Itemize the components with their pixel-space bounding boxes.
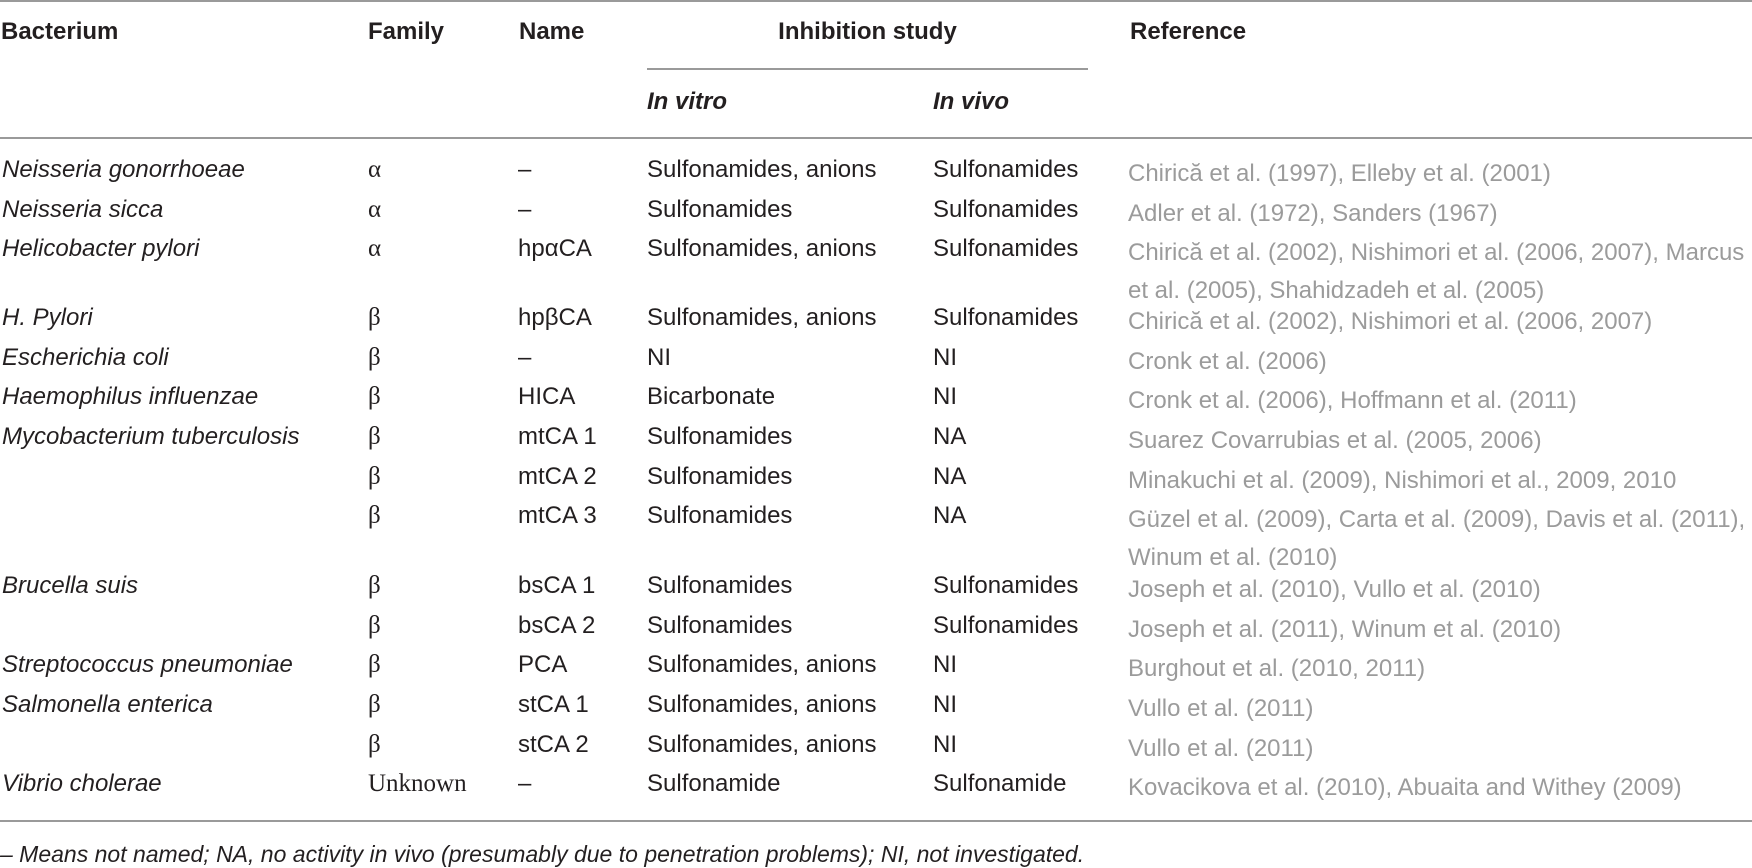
reference-cell — [1128, 730, 1752, 768]
table-row-vibrio-cholerae — [0, 769, 1752, 809]
reference-link[interactable]: Nishimori et al. (2006, 2007) — [1350, 308, 1653, 335]
header-bacterium: Bacterium — [1, 18, 119, 45]
in-vivo-cell: Sulfonamides — [933, 196, 1079, 223]
in-vivo-cell: Sulfonamides — [933, 304, 1079, 331]
reference-link[interactable]: Winum et al. (2010) — [1351, 616, 1562, 643]
enzyme-name-cell: HICA — [518, 383, 576, 410]
reference-link[interactable]: Sanders (1967) — [1332, 200, 1498, 227]
bacterium-cell: H. Pylori — [2, 304, 93, 331]
in-vivo-cell: Sulfonamides — [933, 235, 1079, 262]
reference-link[interactable]: Hoffmann et al. (2011) — [1340, 387, 1577, 414]
header-in-vitro: In vitro — [647, 88, 728, 115]
in-vivo-cell: NA — [933, 502, 967, 529]
in-vitro-cell: Bicarbonate — [647, 383, 776, 410]
reference-link[interactable]: Joseph et al. (2011) — [1128, 616, 1339, 643]
reference-link[interactable]: Marcus et al. (2005) — [1128, 239, 1745, 304]
family-cell: β — [368, 423, 381, 450]
enzyme-name-cell: bsCA 2 — [518, 612, 596, 639]
in-vitro-cell: Sulfonamides, anions — [647, 731, 877, 758]
family-cell: Unknown — [368, 770, 467, 797]
reference-link[interactable]: Suarez Covarrubias et al. (2005, 2006) — [1128, 427, 1542, 454]
reference-link[interactable]: Chirică et al. (2002) — [1128, 308, 1338, 335]
reference-link[interactable]: Winum et al. (2010) — [1128, 544, 1338, 571]
reference-cell: Minakuchi et al. (2009), Nishimori et al., 2009, 2010 — [1128, 467, 1677, 494]
in-vivo-cell: NI — [933, 651, 957, 678]
reference-link[interactable]: Vullo et al. (2010) — [1353, 576, 1541, 603]
header-reference: Reference — [1130, 18, 1247, 45]
bacterium-cell: Neisseria sicca — [2, 196, 164, 223]
table-bottom-rule — [0, 820, 1752, 822]
enzyme-name-cell: PCA — [518, 651, 568, 678]
in-vivo-cell: NI — [933, 344, 957, 371]
table-footnote: – Means not named; NA, no activity in vivo (presumably due to penetration problems); NI, not investigated. — [0, 841, 1085, 867]
enzyme-name-cell: stCA 1 — [518, 691, 589, 718]
reference-link[interactable]: Chirică et al. (2002) — [1128, 239, 1338, 266]
reference-link[interactable]: Joseph et al. (2010) — [1128, 576, 1341, 603]
header-family: Family — [368, 18, 445, 45]
family-cell: β — [368, 572, 381, 599]
reference-cell: Chirică et al. (1997), Elleby et al. (2001) — [1128, 160, 1551, 187]
reference-cell: Joseph et al. (2011), Winum et al. (2010) — [1128, 616, 1562, 643]
in-vivo-cell: NA — [933, 423, 967, 450]
reference-cell — [1128, 650, 1752, 688]
bacterium-cell: Vibrio cholerae — [2, 770, 162, 797]
reference-link[interactable]: Burghout et al. (2010, 2011) — [1128, 655, 1426, 682]
header-name: Name — [519, 18, 585, 45]
reference-link[interactable]: Davis et al. (2011) — [1545, 506, 1739, 533]
enzyme-name-cell: stCA 2 — [518, 731, 589, 758]
reference-cell: Chirică et al. (2002), Nishimori et al. (2006, 2007) — [1128, 308, 1653, 335]
table-row-haemophilus-influenzae — [0, 382, 1752, 422]
reference-cell — [1128, 343, 1752, 381]
family-cell: β — [368, 502, 381, 529]
reference-link[interactable]: Kovacikova et al. (2010) — [1128, 774, 1386, 801]
in-vitro-cell: NI — [647, 344, 671, 371]
reference-link[interactable]: Elleby et al. (2001) — [1350, 160, 1551, 187]
reference-cell: Kovacikova et al. (2010), Abuaita and Withey (2009) — [1128, 774, 1682, 801]
bacterium-cell: Brucella suis — [2, 572, 139, 599]
enzyme-name-cell: – — [518, 344, 532, 371]
bacterium-cell: Mycobacterium tuberculosis — [2, 423, 300, 450]
reference-link[interactable]: Vullo et al. (2011) — [1128, 735, 1314, 762]
family-cell: α — [368, 235, 382, 262]
reference-link[interactable]: Minakuchi et al. (2009) — [1128, 467, 1371, 494]
header-in-vivo: In vivo — [933, 88, 1010, 115]
reference-cell: Chirică et al. (2002), Nishimori et al. (2006, 2007), Marcus et al. (2005), Shahidzadeh et al. (2005) — [1128, 239, 1745, 304]
in-vitro-cell: Sulfonamides — [647, 196, 793, 223]
reference-link[interactable]: Shahidzadeh et al. (2005) — [1269, 277, 1545, 304]
header-inhibition-study: Inhibition study — [778, 18, 957, 45]
in-vitro-cell: Sulfonamides — [647, 612, 793, 639]
table-row-salmonella-enterica — [0, 690, 1752, 730]
family-cell: β — [368, 731, 381, 758]
reference-link[interactable]: Carta et al. (2009) — [1338, 506, 1533, 533]
enzyme-name-cell: bsCA 1 — [518, 572, 596, 599]
reference-cell — [1128, 422, 1752, 460]
enzyme-name-cell: – — [518, 770, 532, 797]
table-row-h-pylori — [0, 303, 1752, 343]
table-row-streptococcus-pneumoniae — [0, 650, 1752, 690]
in-vitro-cell: Sulfonamides, anions — [647, 156, 877, 183]
bacterium-cell: Salmonella enterica — [2, 691, 213, 718]
reference-link[interactable]: Cronk et al. (2006) — [1128, 348, 1327, 375]
family-cell: β — [368, 691, 381, 718]
bacterium-cell: Haemophilus influenzae — [2, 383, 259, 410]
bacterium-cell: Escherichia coli — [2, 344, 169, 371]
enzyme-name-cell: – — [518, 196, 532, 223]
in-vitro-cell: Sulfonamides, anions — [647, 691, 877, 718]
in-vivo-cell: Sulfonamides — [933, 572, 1079, 599]
bacterium-cell: Neisseria gonorrhoeae — [2, 156, 245, 183]
table-row-stca-2 — [0, 730, 1752, 770]
table-row-mtca-3 — [0, 501, 1752, 571]
in-vitro-cell: Sulfonamides — [647, 423, 793, 450]
table-row-mtca-2 — [0, 462, 1752, 502]
in-vitro-cell: Sulfonamides, anions — [647, 235, 877, 262]
table-row-helicobacter-pylori — [0, 234, 1752, 304]
family-cell: α — [368, 156, 382, 183]
bacterium-cell: Streptococcus pneumoniae — [2, 651, 293, 678]
family-cell: α — [368, 196, 382, 223]
family-cell: β — [368, 651, 381, 678]
family-cell: β — [368, 463, 381, 490]
family-cell: β — [368, 344, 381, 371]
reference-link[interactable]: Chirică et al. (1997) — [1128, 160, 1338, 187]
table-row-brucella-suis — [0, 571, 1752, 611]
enzyme-name-cell: mtCA 1 — [518, 423, 597, 450]
in-vivo-cell: Sulfonamide — [933, 770, 1067, 797]
reference-cell: Güzel et al. (2009), Carta et al. (2009), Davis et al. (2011), Winum et al. (2010) — [1128, 506, 1746, 571]
family-cell: β — [368, 383, 381, 410]
in-vitro-cell: Sulfonamides — [647, 463, 793, 490]
table-row-neisseria-gonorrhoeae — [0, 155, 1752, 195]
in-vitro-cell: Sulfonamide — [647, 770, 781, 797]
in-vitro-cell: Sulfonamides — [647, 502, 793, 529]
family-cell: β — [368, 612, 381, 639]
table-row-neisseria-sicca — [0, 195, 1752, 235]
in-vitro-cell: Sulfonamides — [647, 572, 793, 599]
reference-link[interactable]: Güzel et al. (2009) — [1128, 506, 1326, 533]
enzyme-name-cell: hpβCA — [518, 304, 592, 331]
bacterium-cell: Helicobacter pylori — [2, 235, 200, 262]
reference-cell: Cronk et al. (2006), Hoffmann et al. (2011) — [1128, 387, 1577, 414]
reference-link[interactable]: Nishimori et al. (2006, 2007) — [1350, 239, 1653, 266]
in-vivo-cell: Sulfonamides — [933, 612, 1079, 639]
reference-link[interactable]: Cronk et al. (2006) — [1128, 387, 1327, 414]
enzyme-name-cell: mtCA 3 — [518, 502, 597, 529]
table-row-mycobacterium-tuberculosis — [0, 422, 1752, 462]
reference-cell: Adler et al. (1972), Sanders (1967) — [1128, 200, 1498, 227]
in-vivo-cell: NI — [933, 731, 957, 758]
reference-cell — [1128, 690, 1752, 728]
reference-link[interactable]: Nishimori et al., 2009, 2010 — [1384, 467, 1677, 494]
enzyme-name-cell: hpαCA — [518, 235, 592, 262]
family-cell: β — [368, 304, 381, 331]
in-vivo-cell: NA — [933, 463, 967, 490]
in-vivo-cell: Sulfonamides — [933, 156, 1079, 183]
reference-link[interactable]: Abuaita and Withey (2009) — [1397, 774, 1682, 801]
in-vitro-cell: Sulfonamides, anions — [647, 304, 877, 331]
in-vitro-cell: Sulfonamides, anions — [647, 651, 877, 678]
table-row-bsca-2 — [0, 611, 1752, 651]
reference-link[interactable]: Adler et al. (1972) — [1128, 200, 1319, 227]
reference-link[interactable]: Vullo et al. (2011) — [1128, 695, 1314, 722]
in-vivo-cell: NI — [933, 691, 957, 718]
in-vivo-cell: NI — [933, 383, 957, 410]
reference-cell: Joseph et al. (2010), Vullo et al. (2010) — [1128, 576, 1541, 603]
table-row-escherichia-coli — [0, 343, 1752, 383]
enzyme-name-cell: mtCA 2 — [518, 463, 597, 490]
enzyme-name-cell: – — [518, 156, 532, 183]
